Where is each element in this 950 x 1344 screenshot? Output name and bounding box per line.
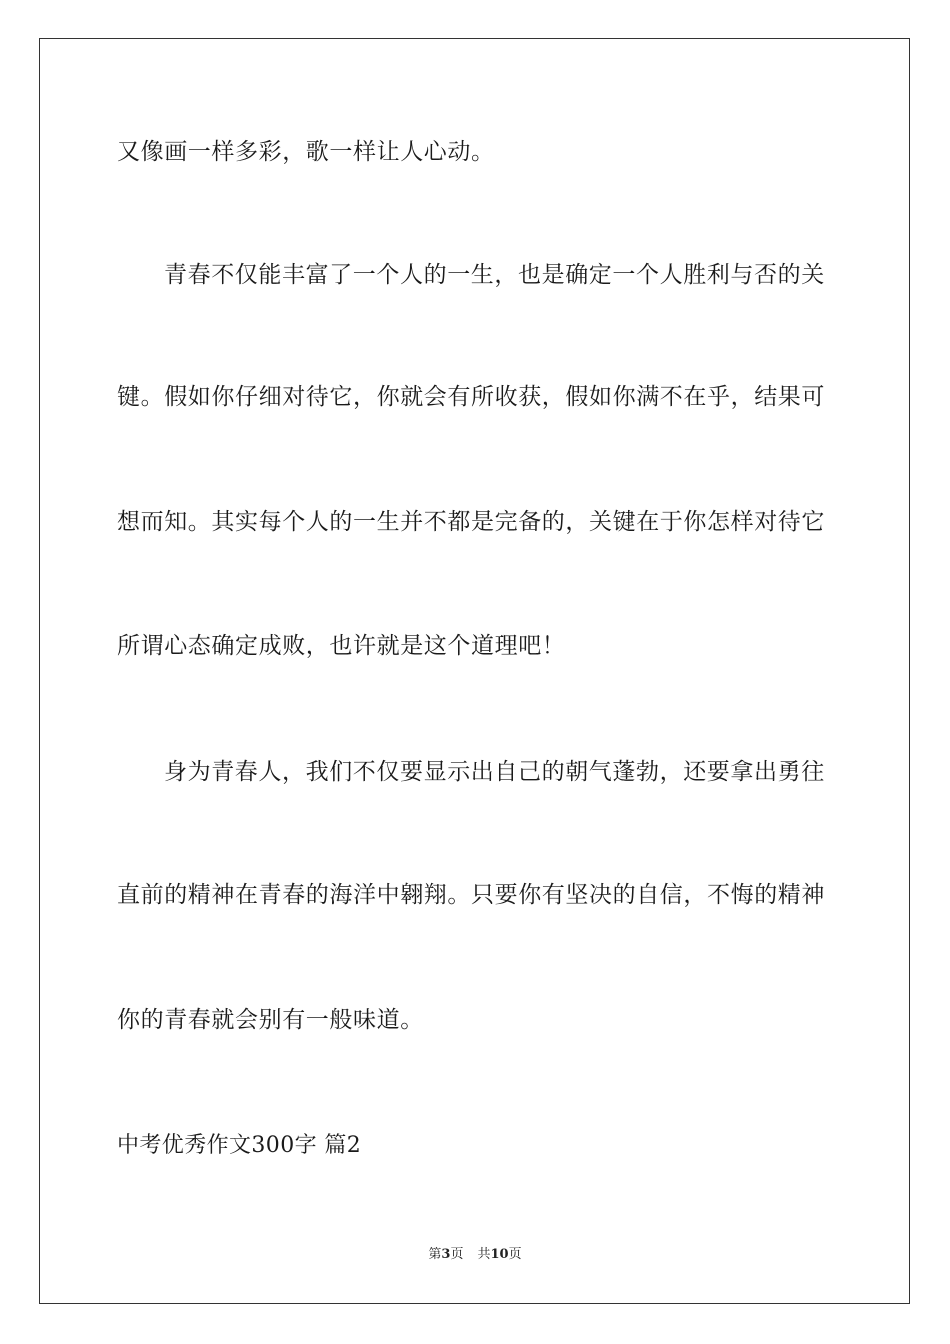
footer-total-suffix: 页: [508, 1247, 522, 1262]
section-heading: 中考优秀作文300字 篇2: [117, 1133, 362, 1158]
paragraph-line-6: 身为青春人，我们不仅要显示出自己的朝气蓬勃，还要拿出勇往: [164, 759, 825, 785]
paragraph-line-5: 所谓心态确定成败，也许就是这个道理吧！: [117, 633, 566, 659]
footer-total-prefix: 共: [477, 1247, 491, 1262]
paragraph-line-4: 想而知。其实每个人的一生并不都是完备的，关键在于你怎样对待它: [117, 509, 825, 535]
paragraph-line-1: 又像画一样多彩，歌一样让人心动。: [117, 139, 495, 165]
paragraph-line-3: 键。假如你仔细对待它，你就会有所收获，假如你满不在乎，结果可: [117, 384, 825, 410]
paragraph-line-2: 青春不仅能丰富了一个人的一生，也是确定一个人胜利与否的关: [164, 262, 825, 288]
footer-page-prefix: 第: [428, 1247, 442, 1262]
footer-page-number: 3: [441, 1247, 451, 1262]
page-border: [39, 38, 910, 1304]
footer-page-suffix: 页: [450, 1247, 464, 1262]
footer-total-number: 10: [490, 1247, 509, 1262]
paragraph-line-7: 直前的精神在青春的海洋中翱翔。只要你有坚决的自信，不悔的精神: [117, 882, 825, 908]
paragraph-line-8: 你的青春就会别有一般味道。: [117, 1007, 424, 1033]
page-footer: [0, 1246, 950, 1264]
